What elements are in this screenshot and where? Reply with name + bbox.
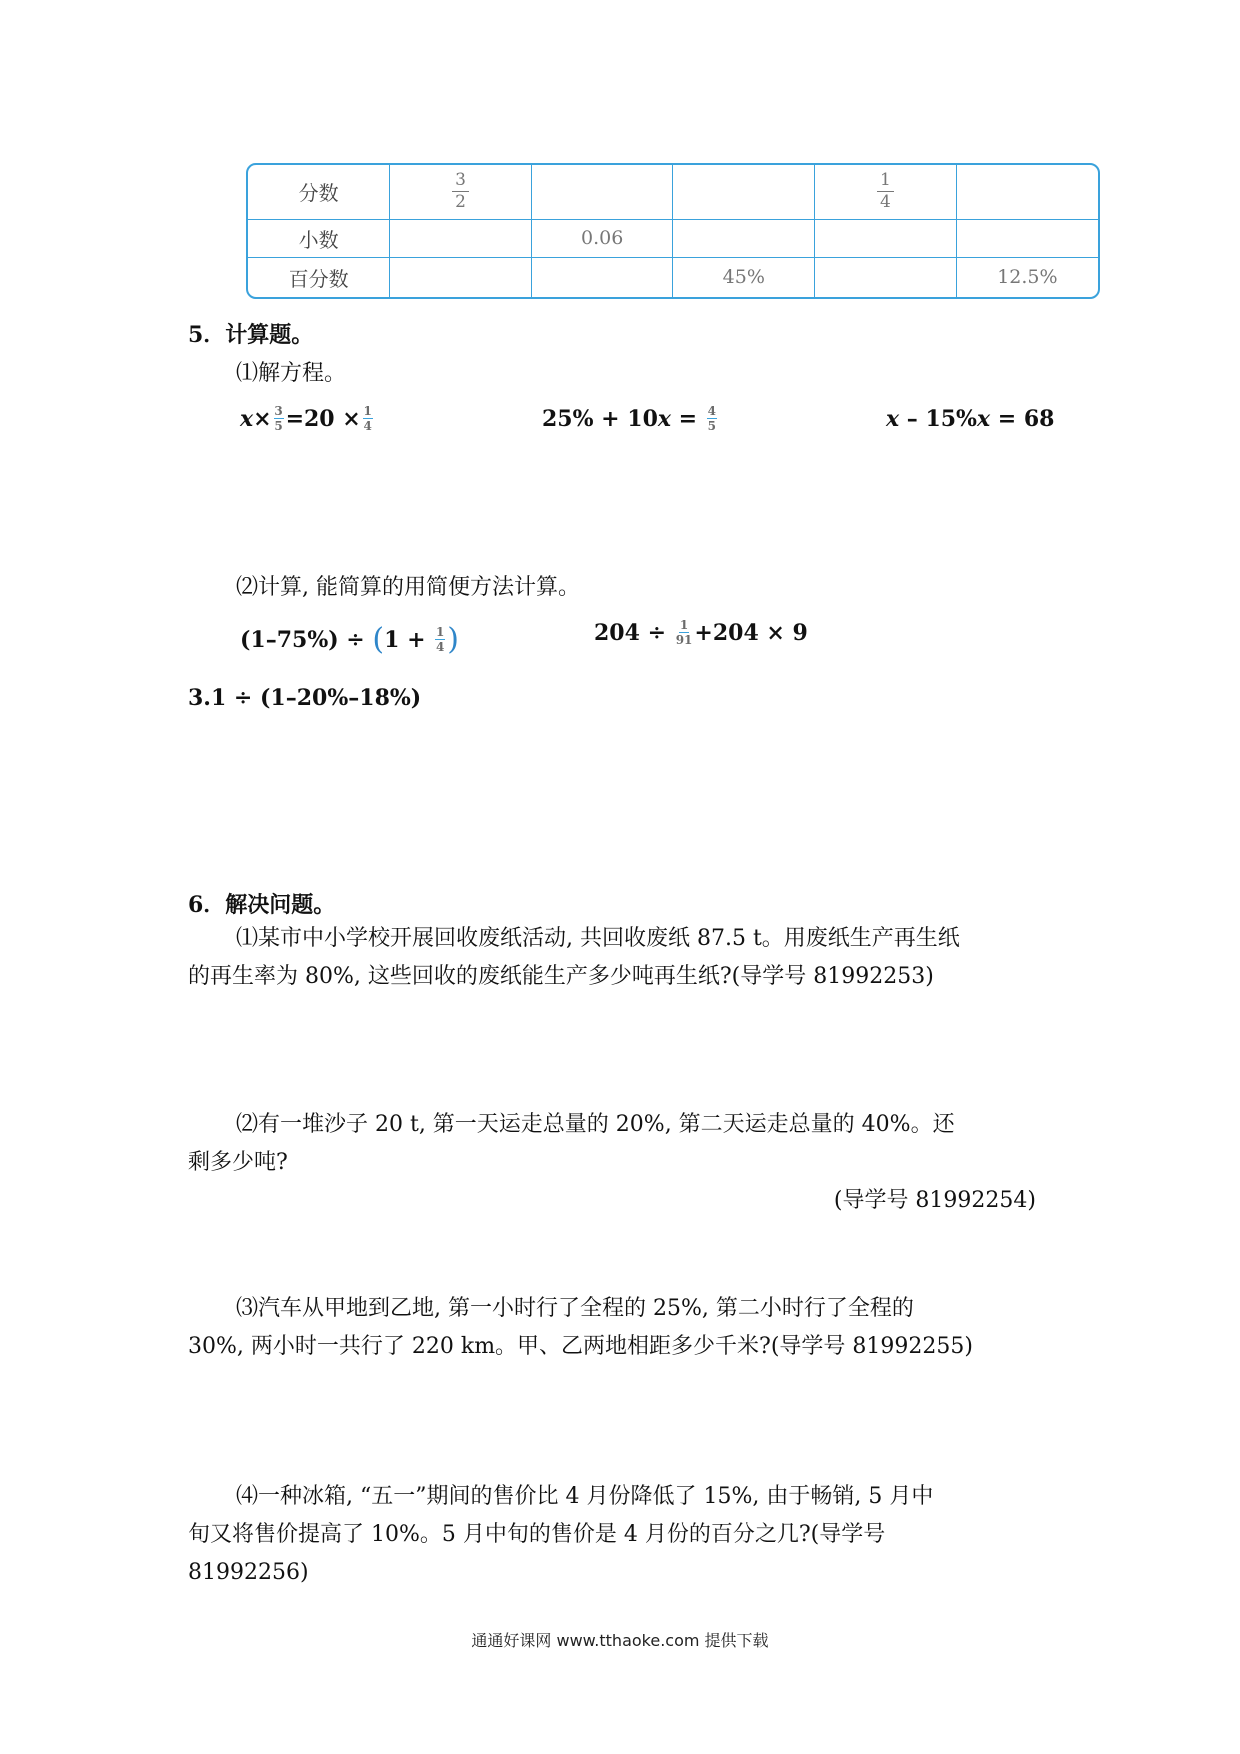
equation-2: 25% + 10x = $\frac{4}{5}$ bbox=[542, 403, 716, 433]
table-cell bbox=[390, 257, 532, 297]
table-cell: 45% bbox=[673, 257, 815, 297]
problem-3: ⑶汽车从甲地到乙地, 第一小时行了全程的 25%, 第二小时行了全程的 30%, 两小时一共行了 220 km。甲、乙两地相距多少千米?(导学号 81992255) bbox=[188, 1296, 973, 1359]
calculation-3: 3.1 ÷ (1–20%–18%) bbox=[188, 685, 422, 711]
table-cell bbox=[390, 219, 532, 257]
problem-2-ref: (导学号 81992254) bbox=[833, 1188, 1036, 1213]
table-cell: 12.5% bbox=[997, 266, 1058, 289]
section-5-title: 5．计算题。 bbox=[188, 322, 314, 348]
problem-2: ⑵有一堆沙子 20 t, 第一天运走总量的 20%, 第二天运走总量的 40%。还 剩多少吨? (导学号 81992254) bbox=[188, 1106, 1068, 1220]
table-cell bbox=[956, 165, 1098, 219]
equation-1: x× $\frac{3}{5}$ =20 × $\frac{1}{4}$ bbox=[240, 403, 372, 433]
fraction: $\frac{1}{4}$ bbox=[877, 172, 894, 211]
table-row bbox=[248, 165, 1098, 219]
table-cell bbox=[815, 257, 957, 297]
table-cell: 0.06 bbox=[531, 219, 673, 257]
table-cell bbox=[531, 165, 673, 219]
calculation-1: (1–75%) ÷ (1 + $\frac{1}{4}$ ) bbox=[240, 622, 459, 657]
table-cell bbox=[815, 165, 957, 219]
fraction: $\frac{3}{2}$ bbox=[452, 172, 469, 211]
table-row bbox=[248, 219, 1098, 257]
equation-3: x – 15%x = 68 bbox=[886, 406, 1055, 432]
section-6-title: 6．解决问题。 bbox=[188, 892, 336, 918]
problem-1: ⑴某市中小学校开展回收废纸活动, 共回收废纸 87.5 t。用废纸生产再生纸 的再生率为 80%, 这些回收的废纸能生产多少吨再生纸?(导学号 81992253) bbox=[188, 926, 960, 989]
table-cell bbox=[956, 219, 1098, 257]
table-row bbox=[248, 257, 1098, 297]
row-header: 百分数 bbox=[248, 257, 390, 297]
table-cell bbox=[531, 257, 673, 297]
conversion-table bbox=[246, 163, 1100, 299]
sub-question-2-label: ⑵计算, 能简算的用简便方法计算。 bbox=[236, 575, 580, 600]
table-cell bbox=[673, 219, 815, 257]
row-header: 小数 bbox=[248, 219, 390, 257]
calculation-2: 204 ÷ $\frac{1}{91}$ +204 × 9 bbox=[594, 617, 808, 647]
footer-credit: 通通好课网 www.tthaoke.com 提供下载 bbox=[471, 1631, 769, 1650]
problem-4: ⑷一种冰箱, “五一”期间的售价比 4 月份降低了 15%, 由于畅销, 5 月中 旬又将售价提高了 10%。5 月中旬的售价是 4 月份的百分之几?(导学号 81992256) bbox=[188, 1484, 934, 1585]
table-cell bbox=[390, 165, 532, 219]
table-cell bbox=[673, 165, 815, 219]
table-cell bbox=[815, 219, 957, 257]
row-header: 分数 bbox=[248, 165, 390, 219]
sub-question-1-label: ⑴解方程。 bbox=[236, 361, 347, 386]
